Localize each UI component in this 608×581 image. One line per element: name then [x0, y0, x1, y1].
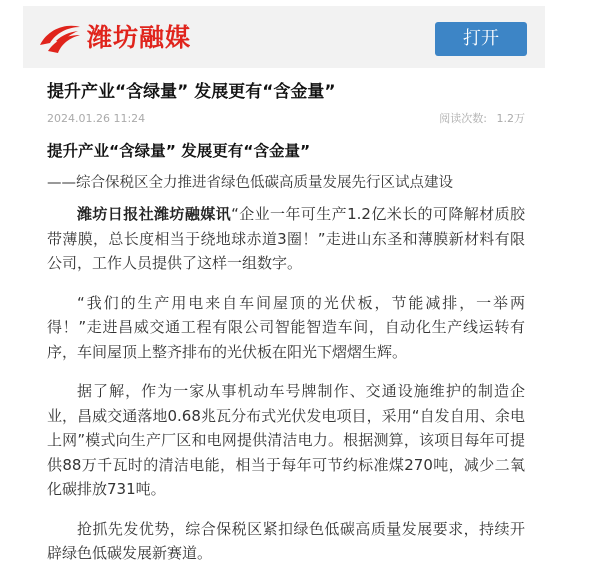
paragraph-text: 抢抓先发优势，综合保税区紧扣绿色低碳高质量发展要求，持续开辟绿色低碳发展新赛道。 [47, 519, 525, 562]
article [47, 80, 525, 581]
paragraph-lead: 潍坊日报社潍坊融媒讯 [77, 205, 232, 223]
article-subtitle: 提升产业“含绿量” 发展更有“含金量” [47, 142, 311, 160]
paragraph-text: “企业一年可生产1.2亿米长的可降解材质胶带薄膜，总长度相当于绕地球赤道3圈！”走进山东圣和薄膜新材料有限公司，工作人员提供了这样一组数字。 [47, 205, 525, 272]
paragraph [47, 291, 525, 365]
logo-text: 潍坊融媒 [87, 23, 192, 52]
paragraph [47, 517, 525, 566]
publish-date: 2024.01.26 11:24 [47, 112, 146, 125]
article-subheading: ——综合保税区全力推进省绿色低碳高质量发展先行区试点建设 [47, 175, 453, 191]
open-app-button[interactable]: 打开 [435, 22, 527, 56]
paragraph [47, 202, 525, 276]
paragraph-text: 据了解，作为一家从事机动车号牌制作、交通设施维护的制造企业，昌威交通落地0.68兆瓦分布式光伏发电项目，采用“自发自用、余电上网”模式向生产厂区和电网提供清洁电力。根据测算，该项目每年可提供88万千瓦时的清洁电能，相当于每年可节约标准煤270吨，减少二氧化碳排放731吨。 [47, 382, 525, 498]
swoosh-logo-icon [38, 21, 82, 55]
brand-logo [38, 20, 191, 56]
read-count-label: 阅读次数: [439, 112, 487, 125]
article-title: 提升产业“含绿量” 发展更有“含金量” [47, 82, 336, 102]
read-count-value: 1.2万 [496, 112, 525, 125]
article-meta [47, 112, 525, 126]
app-banner [23, 6, 545, 68]
paragraph [47, 379, 525, 502]
paragraph-text: “我们的生产用电来自车间屋顶的光伏板，节能减排，一举两得！”走进昌威交通工程有限公司智能智造车间，自动化生产线运转有序，车间屋顶上整齐排布的光伏板在阳光下熠熠生辉。 [47, 293, 525, 361]
read-count [439, 112, 525, 126]
